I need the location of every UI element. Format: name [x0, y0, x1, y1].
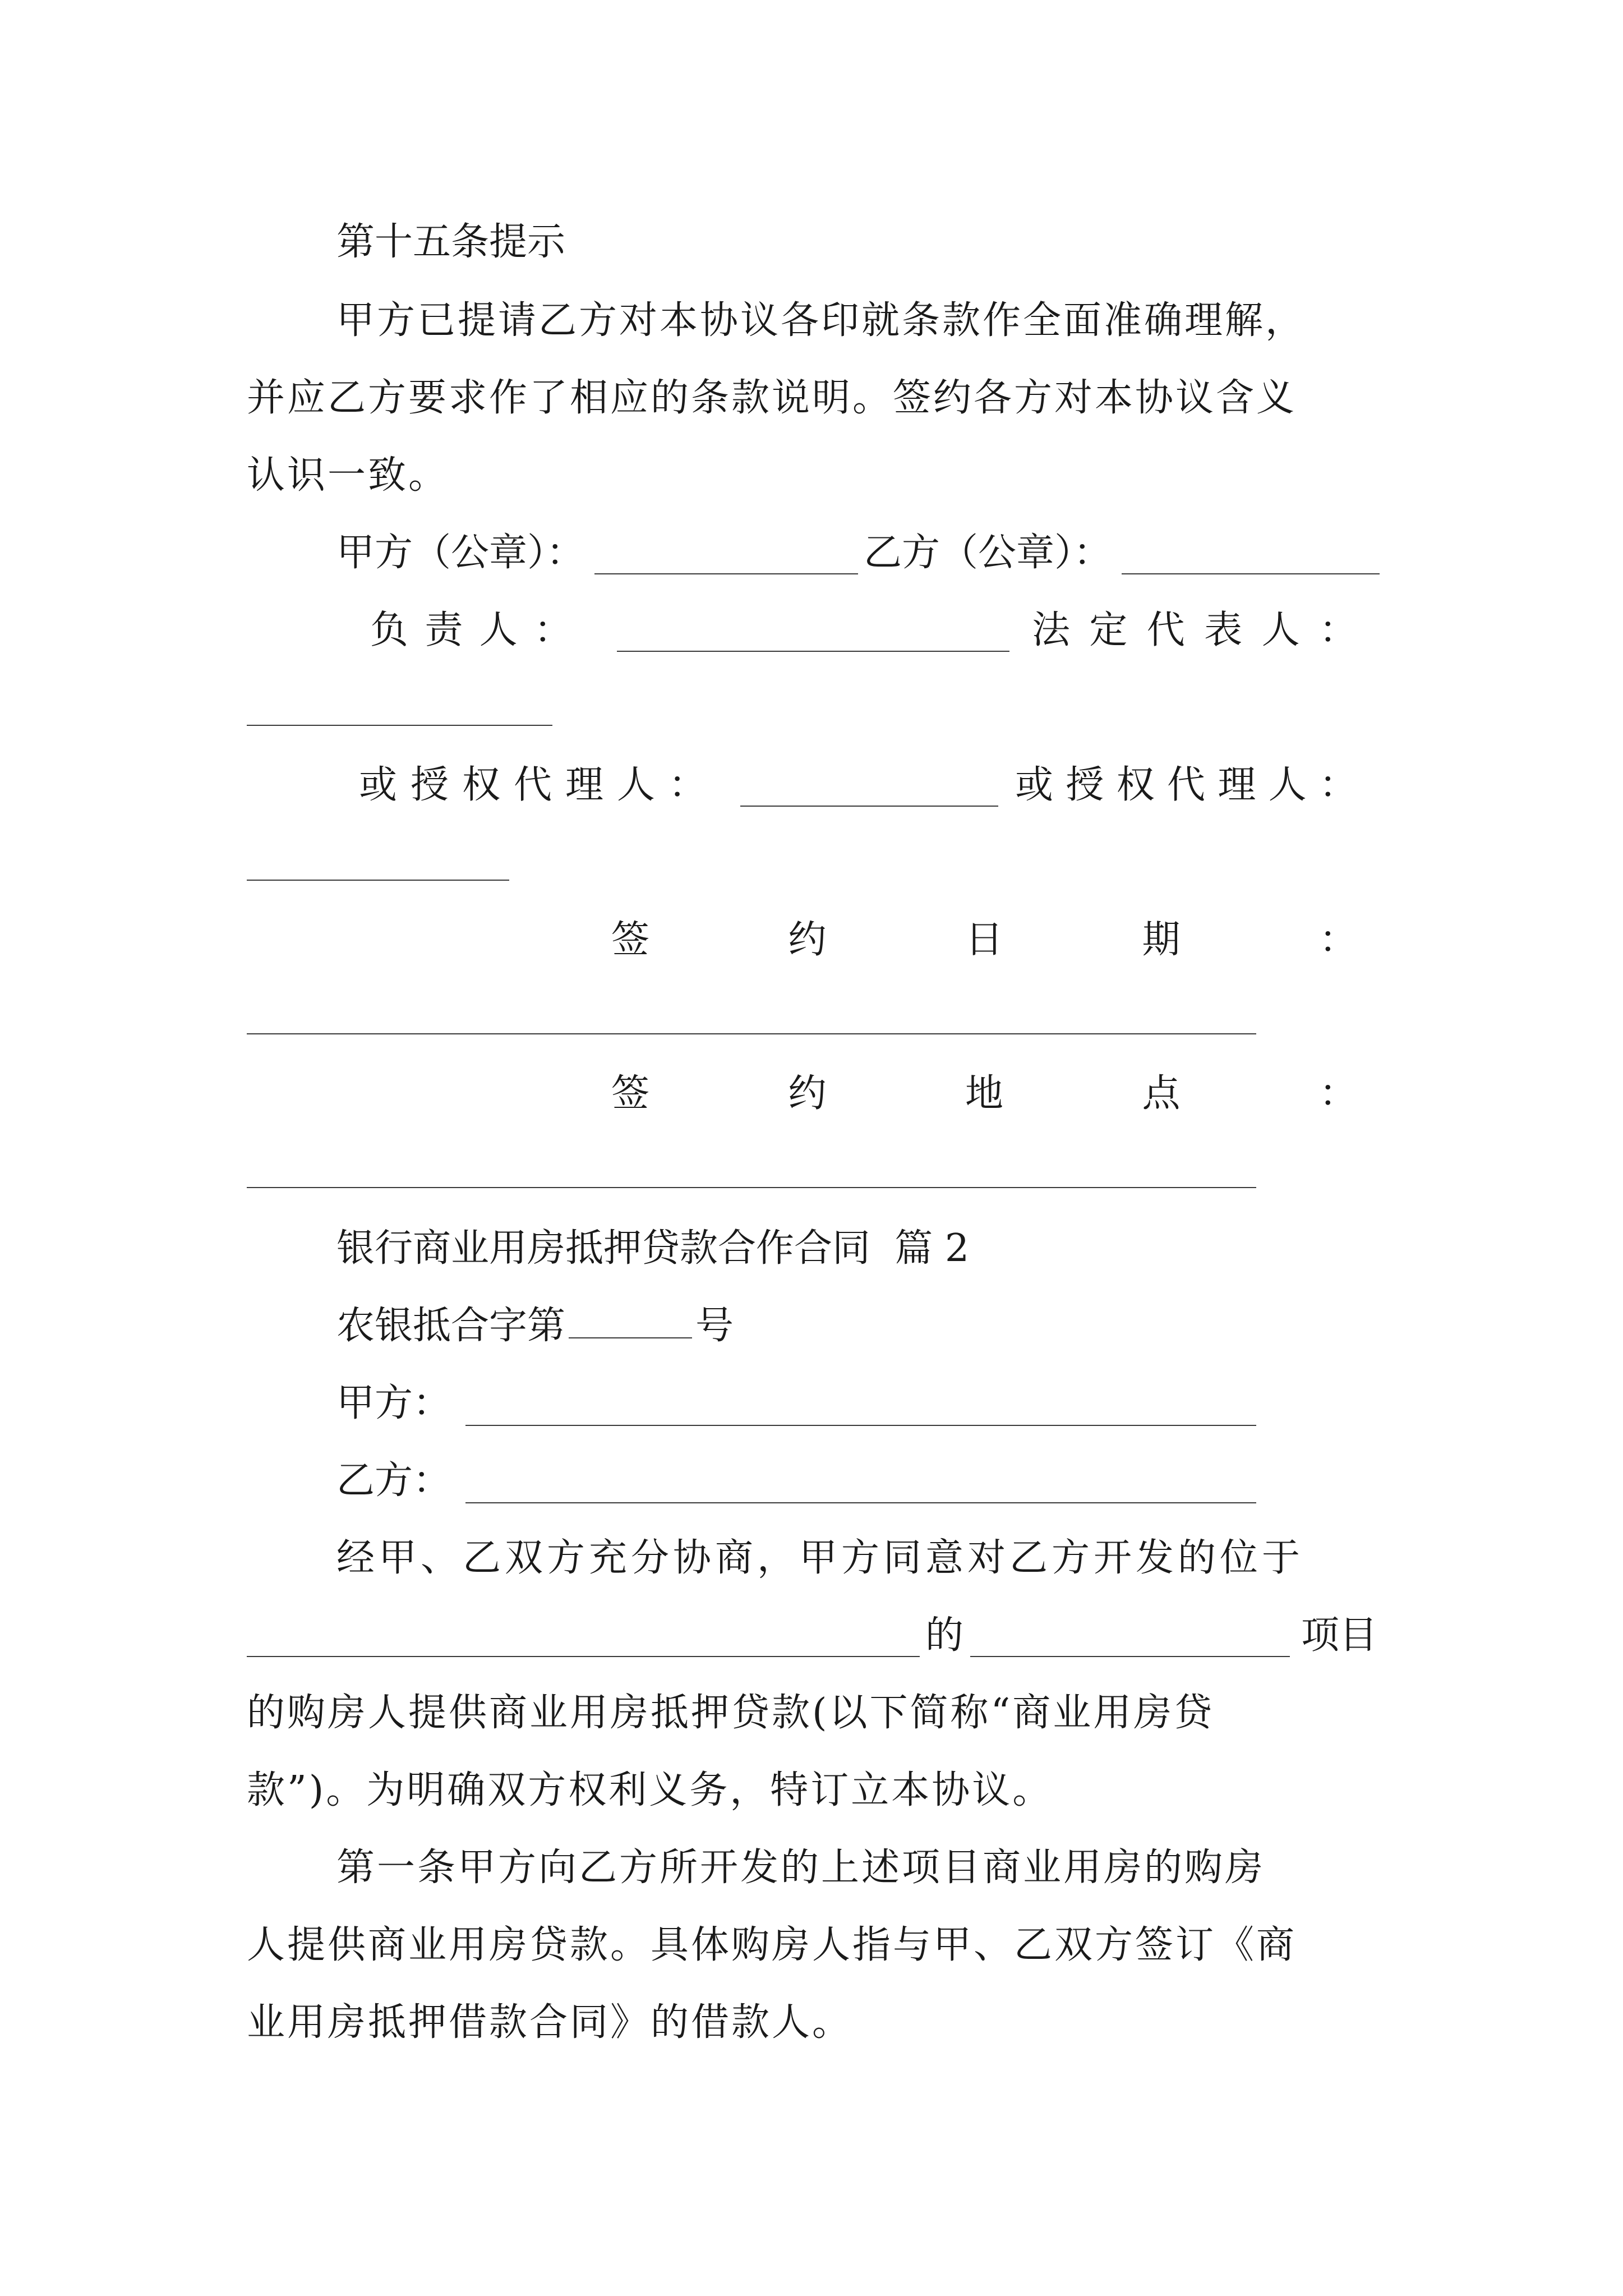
responsible-char: 责 [425, 608, 463, 652]
party-b-seal-label: 乙方（公章）： [864, 531, 1112, 575]
article-1-line-3: 业用房抵押借款合同》的借款人。 [247, 2000, 853, 2045]
sign-place-label [611, 1066, 1357, 1122]
sign-date-char: 期 [1142, 918, 1181, 962]
legal-rep-char: ： [1318, 608, 1357, 652]
agent-b-char: 代 [1166, 763, 1205, 807]
sign-place-char: 点 [1142, 1071, 1181, 1116]
party-a-seal-label: 甲方（公章）： [336, 531, 585, 575]
contract-number-line [336, 1298, 734, 1354]
contract-2-title: 银行商业用房抵押贷款合作合同 篇 2 [336, 1226, 970, 1271]
intro-line-2-mid: 的 [925, 1613, 964, 1658]
legal-rep-char: 表 [1204, 608, 1243, 652]
intro-line-3: 的购房人提供商业用房抵押贷款(以下简称“商业用房贷 [247, 1691, 1215, 1735]
party-b-label: 乙方： [336, 1458, 451, 1503]
agent-b-char: 理 [1218, 763, 1256, 807]
project-name-blank [970, 1656, 1290, 1657]
article-1-line-2: 人提供商业用房贷款。具体购房人指与甲、乙双方签订《商 [247, 1923, 1297, 1967]
agent-b-char: 人 [1268, 763, 1307, 807]
sign-place-char: 地 [965, 1071, 1003, 1116]
intro-line-2-end: 项目 [1301, 1613, 1378, 1658]
agent-b-char: 或 [1015, 763, 1054, 807]
agent-a-char: 或 [359, 763, 398, 807]
agent-b-char: 权 [1116, 763, 1155, 807]
article-1-line-1: 第一条甲方向乙方所开发的上述项目商业用房的购房 [336, 1846, 1266, 1890]
agent-a-blank [740, 806, 998, 807]
party-a-label: 甲方： [336, 1381, 451, 1425]
responsible-person-label [370, 602, 572, 659]
legal-rep-char: 人 [1261, 608, 1300, 652]
agent-a-char: ： [668, 763, 707, 807]
agent-a-char: 权 [462, 763, 500, 807]
legal-rep-char: 法 [1032, 608, 1071, 652]
agent-a-char: 人 [616, 763, 655, 807]
sign-place-blank [247, 1187, 1256, 1188]
intro-line-4: 款”)。为明确双方权利义务，特订立本协议。 [247, 1768, 1053, 1812]
responsible-char: ： [533, 608, 572, 652]
party-a-seal-blank [594, 573, 858, 574]
agent-a-label [359, 757, 707, 813]
sign-place-char: ： [1318, 1071, 1357, 1116]
legal-rep-char: 代 [1146, 608, 1185, 652]
article-15-para-line-2: 并应乙方要求作了相应的条款说明。签约各方对本协议含义 [247, 376, 1297, 420]
sign-date-char: 签 [611, 918, 650, 962]
agent-a-char: 代 [513, 763, 552, 807]
responsible-char: 人 [479, 608, 518, 652]
sign-date-char: 约 [788, 918, 827, 962]
sign-date-char: 日 [965, 918, 1003, 962]
sign-date-label [611, 912, 1357, 968]
sign-date-blank [247, 1033, 1256, 1034]
sign-place-char: 约 [788, 1071, 827, 1116]
responsible-person-blank [617, 651, 1009, 652]
project-location-blank [247, 1656, 920, 1657]
article-15-para-line-3: 认识一致。 [247, 453, 449, 498]
party-b-seal-blank [1122, 573, 1380, 574]
legal-rep-blank [247, 725, 552, 726]
legal-rep-char: 定 [1089, 608, 1128, 652]
responsible-char: 负 [370, 608, 409, 652]
agent-b-char: ： [1318, 763, 1357, 807]
article-15-para-line-1: 甲方已提请乙方对本协议各印就条款作全面准确理解， [336, 298, 1306, 343]
agent-b-label [1015, 757, 1357, 813]
contract-number-suffix: 号 [695, 1304, 734, 1348]
intro-line-1: 经甲、乙双方充分协商，甲方同意对乙方开发的位于 [336, 1536, 1304, 1580]
party-a-blank [465, 1425, 1256, 1426]
legal-rep-label [1032, 602, 1357, 659]
article-15-heading: 第十五条提示 [336, 220, 566, 264]
contract-number-blank [569, 1337, 692, 1338]
sign-date-char: ： [1318, 918, 1357, 962]
agent-b-blank [247, 880, 509, 881]
party-b-blank [465, 1502, 1256, 1503]
sign-place-char: 签 [611, 1071, 650, 1116]
contract-number-prefix: 农银抵合字第 [336, 1304, 566, 1348]
agent-b-char: 授 [1066, 763, 1104, 807]
agent-a-char: 授 [410, 763, 449, 807]
agent-a-char: 理 [565, 763, 603, 807]
